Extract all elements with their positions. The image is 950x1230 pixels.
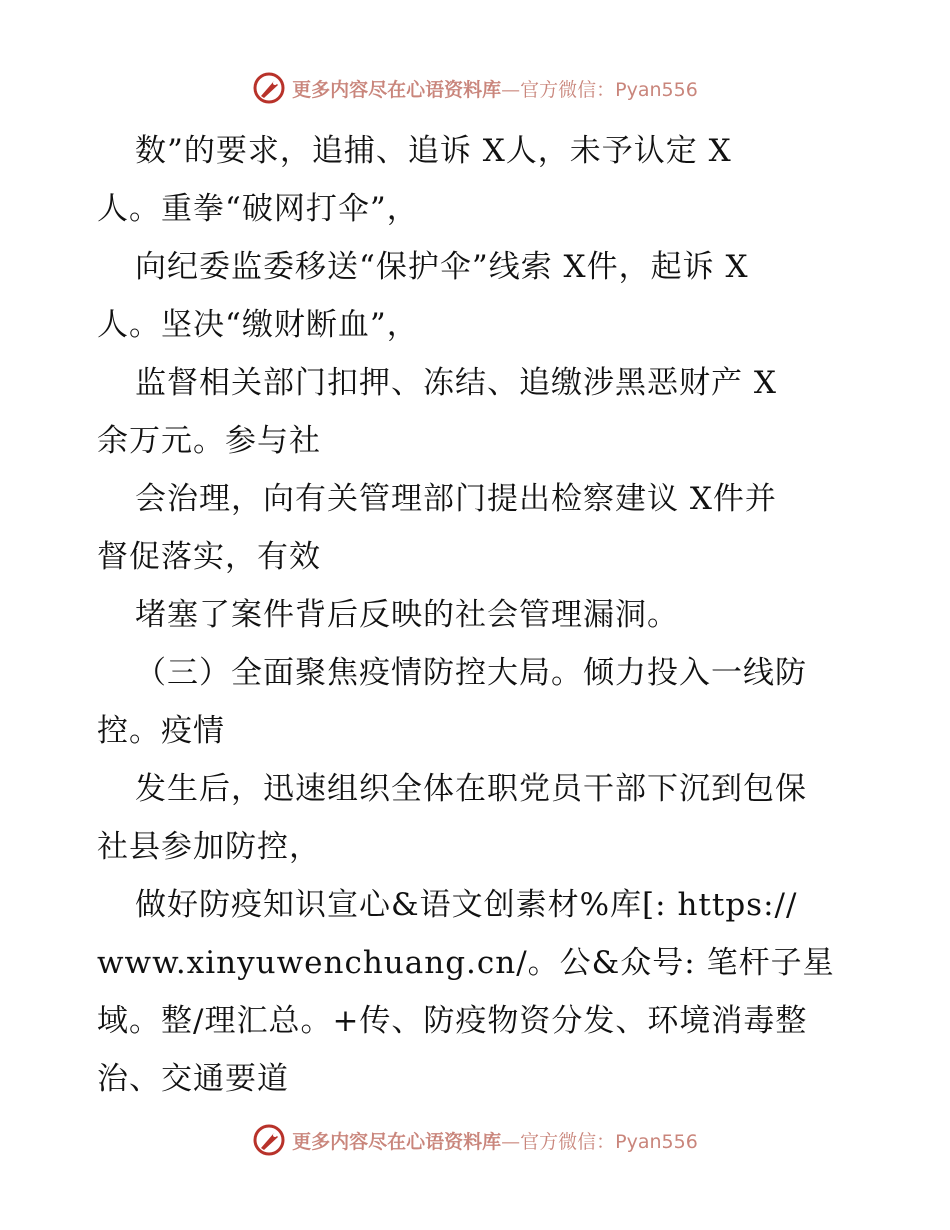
header-banner	[0, 68, 950, 108]
text-line: 发生后，迅速组织全体在职党员干部下沉到包保	[135, 771, 807, 807]
text-line: 监督相关部门扣押、冻结、追缴涉黑恶财产 X	[135, 365, 777, 401]
banner-title: 更多内容尽在心语资料库	[292, 1130, 502, 1153]
banner-title: 更多内容尽在心语资料库	[292, 78, 502, 101]
text-line: 余万元。参与社	[97, 423, 321, 459]
text-line: 控。疫情	[97, 713, 225, 749]
text-line: 堵塞了案件背后反映的社会管理漏洞。	[135, 597, 679, 633]
text-line: www.xinyuwenchuang.cn/。公&众号: 笔杆子星	[97, 945, 835, 981]
text-line: 数”的要求，追捕、追诉 X人，未予认定 X	[135, 133, 732, 169]
text-line: 人。重拳“破网打伞”，	[97, 191, 419, 227]
banner-wechat: 官方微信：Pyan556	[520, 78, 698, 101]
pen-nib-icon	[252, 71, 286, 105]
text-line: 督促落实，有效	[97, 539, 321, 575]
text-line: 人。坚决“缴财断血”，	[97, 307, 419, 343]
banner-separator: —	[501, 1130, 521, 1153]
text-line: 向纪委监委移送“保护伞”线索 X件，起诉 X	[135, 249, 749, 285]
text-line: 会治理，向有关管理部门提出检察建议 X件并	[135, 481, 777, 517]
footer-banner	[0, 1120, 950, 1160]
text-line: 社县参加防控，	[97, 829, 321, 865]
text-line: 域。整/理汇总。+传、防疫物资分发、环境消毒整	[97, 1003, 808, 1039]
text-line: 治、交通要道	[97, 1061, 289, 1097]
section-heading-line: （三）全面聚焦疫情防控大局。倾力投入一线防	[135, 655, 807, 691]
banner-separator: —	[501, 78, 521, 101]
text-line: 做好防疫知识宣心&语文创素材%库[: https://	[135, 887, 798, 923]
document-body	[97, 122, 857, 1108]
banner-wechat: 官方微信：Pyan556	[520, 1130, 698, 1153]
pen-nib-icon	[252, 1123, 286, 1157]
